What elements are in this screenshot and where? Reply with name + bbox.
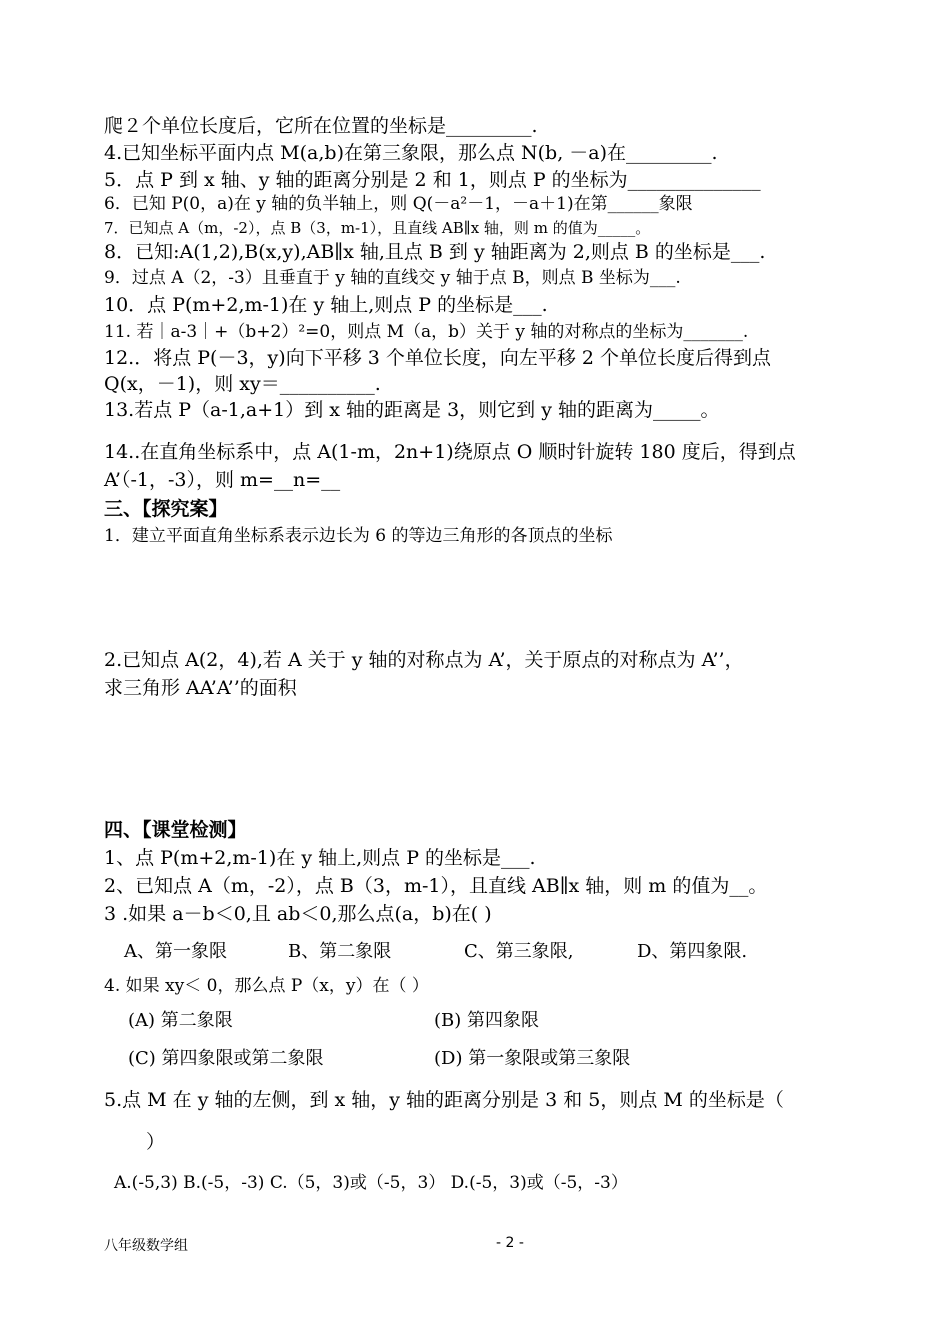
question-9: 9．过点 A（2，-3）且垂直于 y 轴的直线交 y 轴于点 B，则点 B 坐标为___. (104, 268, 681, 288)
question-11: 11. 若｜a-3｜+（b+2）²=0，则点 M（a，b）关于 y 轴的对称点的坐标为_______. (104, 322, 749, 342)
question-13: 13.若点 P（a-1,a+1）到 x 轴的距离是 3，则它到 y 轴的距离为_____。 (104, 399, 720, 421)
question-12: 12.．将点 P(－3，y)向下平移 3 个单位长度，向左平移 2 个单位长度后得到点 (104, 347, 772, 369)
check-4: 4. 如果 xy＜ 0，那么点 P（x，y）在（ ） (104, 976, 429, 996)
section-heading-4: 四、【课堂检测】 (104, 819, 247, 841)
question-7: 7．已知点 A（m，-2），点 B（3，m-1），且直线 AB∥x 轴，则 m 的值为_____。 (104, 219, 651, 237)
explore-2-cont: 求三角形 AA’A’’的面积 (104, 677, 297, 699)
section-heading-3: 三、【探究案】 (104, 498, 228, 520)
option-c: (C) 第四象限或第二象限 (128, 1048, 324, 1069)
check-3: 3 .如果 a－b＜0,且 ab＜0,那么点(a，b)在( ) (104, 903, 492, 925)
explore-1: 1．建立平面直角坐标系表示边长为 6 的等边三角形的各顶点的坐标 (104, 526, 613, 546)
check-5-cont: ） (146, 1131, 166, 1153)
explore-2: 2.已知点 A(2，4),若 A 关于 y 轴的对称点为 A’，关于原点的对称点为 A’’， (104, 649, 744, 671)
option-d: (D) 第一象限或第三象限 (434, 1048, 631, 1069)
question-4: 4.已知坐标平面内点 M(a,b)在第三象限，那么点 N(b, －a)在_________. (104, 142, 718, 164)
question-12-cont: Q(x，－1)，则 xy＝__________. (104, 373, 381, 395)
option-a: A、第一象限 (124, 941, 227, 962)
footer-left: 八年级数学组 (104, 1238, 188, 1254)
check-1: 1、点 P(m+2,m-1)在 y 轴上,则点 P 的坐标是___. (104, 847, 536, 869)
option-b: (B) 第四象限 (434, 1010, 539, 1031)
question-14-cont: A’（-1，-3），则 m=__n=__ (104, 469, 341, 491)
check-5: 5.点 M 在 y 轴的左侧，到 x 轴，y 轴的距离分别是 3 和 5，则点 M 的坐标是（ (104, 1089, 784, 1111)
question-10: 10．点 P(m+2,m-1)在 y 轴上,则点 P 的坐标是___. (104, 294, 548, 316)
question-5: 5．点 P 到 x 轴、y 轴的距离分别是 2 和 1，则点 P 的坐标为______________ (104, 169, 761, 191)
question-6: 6．已知 P(0，a)在 y 轴的负半轴上，则 Q(－a²－1，－a＋1)在第______象限 (104, 194, 693, 214)
question-14: 14..在直角坐标系中，点 A(1-m，2n+1)绕原点 O 顺时针旋转 180 度后，得到点 (104, 441, 796, 463)
option-a: (A) 第二象限 (128, 1010, 233, 1031)
option-d: D、第四象限. (637, 941, 748, 962)
option-c: C、第三象限, (464, 941, 574, 962)
question-8: 8．已知:A(1,2),B(x,y),AB∥x 轴,且点 B 到 y 轴距离为 2,则点 B 的坐标是___. (104, 241, 766, 263)
option-b: B、第二象限 (288, 941, 392, 962)
check-2: 2、已知点 A（m，-2），点 B（3，m-1），且直线 AB∥x 轴，则 m 的值为__。 (104, 875, 768, 897)
text-line: 爬２个单位长度后，它所在位置的坐标是_________. (104, 115, 538, 137)
page-number: - 2 - (496, 1235, 524, 1251)
check-5-options: A.(-5,3) B.(-5，-3) C.（5，3)或（-5，3） D.(-5，3)或（-5，-3） (114, 1173, 628, 1193)
